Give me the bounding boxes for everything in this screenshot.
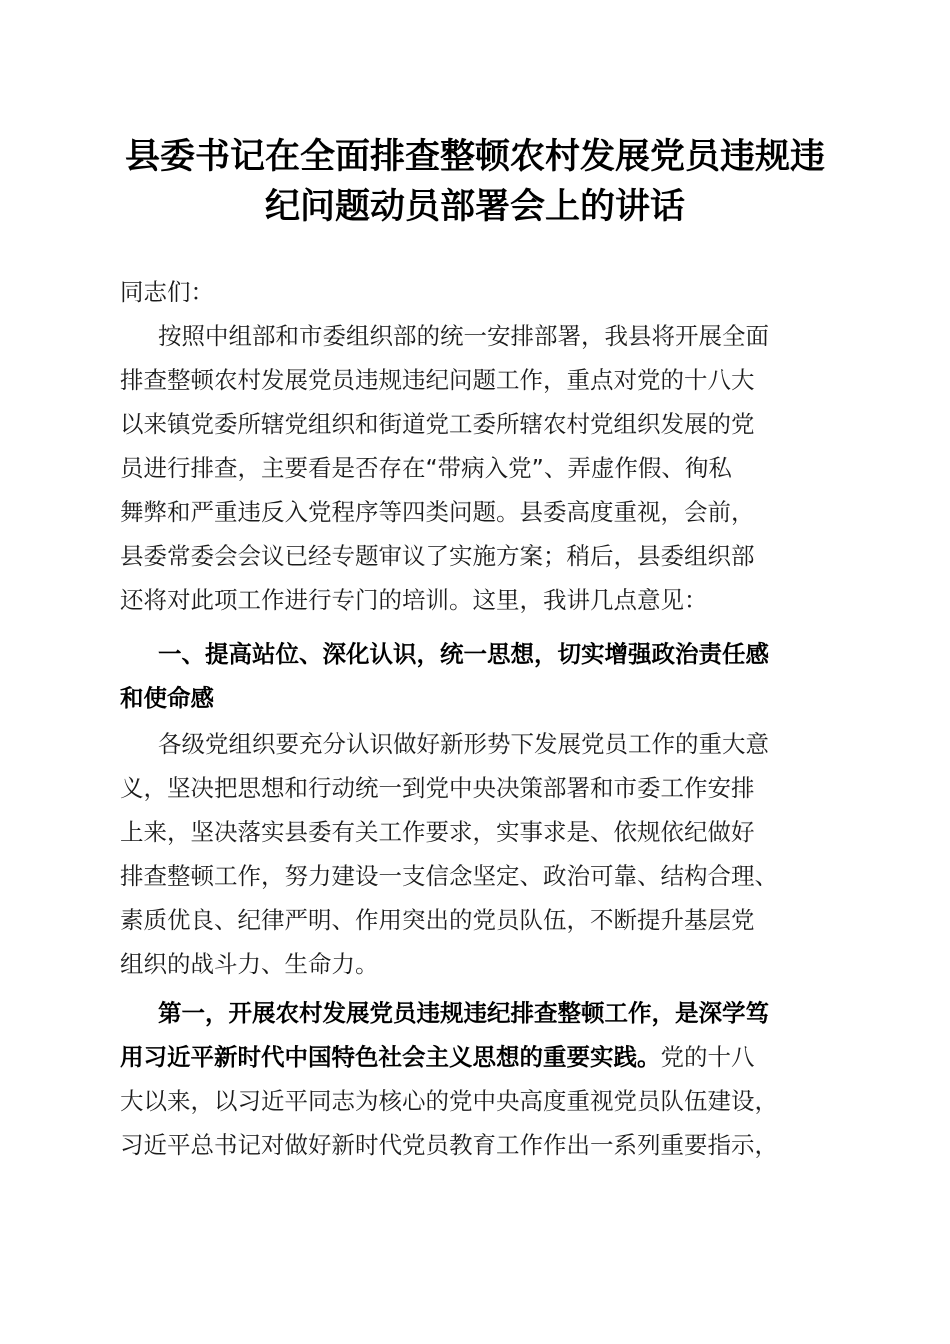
paragraph-line: 上来，坚决落实县委有关工作要求，实事求是、依规依纪做好: [120, 818, 755, 846]
paragraph-line: 县委常委会会议已经专题审议了实施方案；稍后，县委组织部: [120, 542, 755, 570]
heading-line: 和使命感: [120, 684, 214, 712]
paragraph-line: 排查整顿工作，努力建设一支信念坚定、政治可靠、结构合理、: [120, 862, 778, 890]
document-title: [100, 132, 850, 232]
paragraph-section-1: [120, 722, 825, 986]
paragraph-line: 员进行排查，主要看是否存在“带病入党”、弄虚作假、徇私: [120, 454, 732, 482]
paragraph-line: 排查整顿农村发展党员违规违纪问题工作，重点对党的十八大: [120, 366, 755, 394]
paragraph-first-point: [120, 991, 825, 1167]
heading-line: 一、提高站位、深化认识，统一思想，切实增强政治责任感: [158, 640, 769, 668]
paragraph-line: 大以来，以习近平同志为核心的党中央高度重视党员队伍建设，: [120, 1087, 778, 1115]
paragraph-line: 习近平总书记对做好新时代党员教育工作作出一系列重要指示，: [120, 1131, 778, 1159]
paragraph-line: 以来镇党委所辖党组织和街道党工委所辖农村党组织发展的党: [120, 410, 755, 438]
paragraph-line: 素质优良、纪律严明、作用突出的党员队伍，不断提升基层党: [120, 906, 755, 934]
paragraph-intro: [120, 314, 825, 622]
paragraph-line: 按照中组部和市委组织部的统一安排部署，我县将开展全面: [158, 322, 769, 350]
paragraph-line: 还将对此项工作进行专门的培训。这里，我讲几点意见：: [120, 586, 708, 614]
section-heading-1: [120, 632, 825, 720]
paragraph-line: 舞弊和严重违反入党程序等四类问题。县委高度重视，会前，: [120, 498, 755, 526]
emphasis-text: 用习近平新时代中国特色社会主义思想的重要实践。: [120, 1043, 661, 1071]
paragraph-line: 义，坚决把思想和行动统一到党中央决策部署和市委工作安排: [120, 774, 755, 802]
paragraph-line-mixed: [120, 1035, 825, 1079]
normal-text: 党的十八: [660, 1043, 755, 1071]
title-line-1: 县委书记在全面排查整顿农村发展党员违规违: [124, 136, 825, 177]
title-line-2: 纪问题动员部署会上的讲话: [264, 186, 685, 227]
paragraph-line: 组织的战斗力、生命力。: [120, 950, 379, 978]
paragraph-line-emphasis: 第一，开展农村发展党员违规违纪排查整顿工作，是深学笃: [158, 999, 769, 1027]
salutation: 同志们：: [120, 278, 214, 306]
paragraph-line: 各级党组织要充分认识做好新形势下发展党员工作的重大意: [158, 730, 769, 758]
